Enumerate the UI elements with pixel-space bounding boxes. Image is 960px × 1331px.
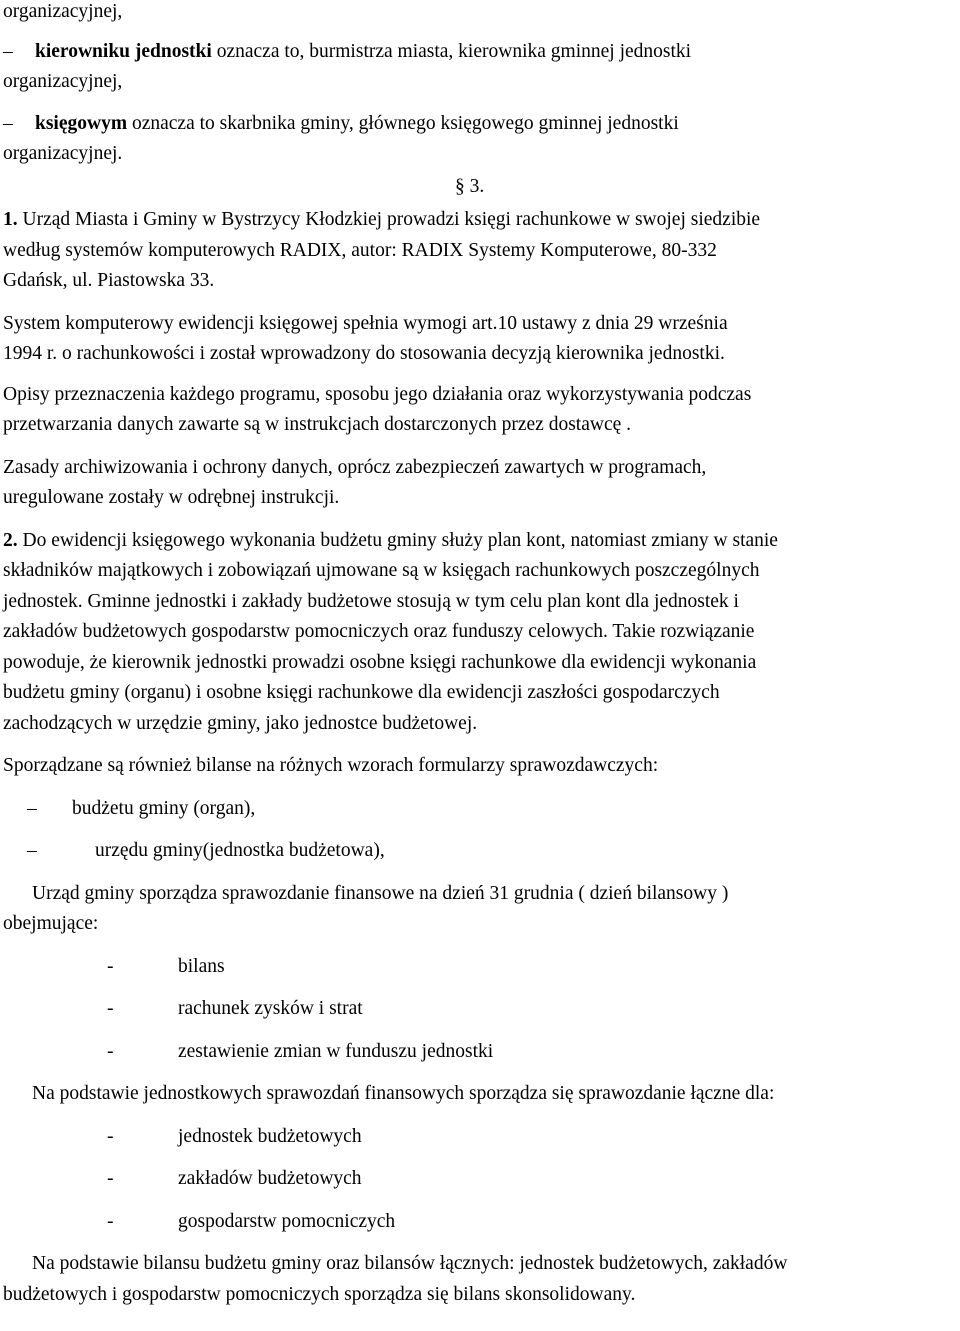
dash-symbol: - bbox=[107, 1040, 114, 1062]
paragraph-line bbox=[3, 205, 958, 236]
paragraph-line: obejmujące: bbox=[3, 913, 99, 934]
list-item-text: jednostek budżetowych bbox=[178, 1125, 362, 1147]
definition-term: księgowym bbox=[35, 112, 128, 134]
paragraph-line: jednostek. Gminne jednostki i zakłady budżetowe stosują w tym celu plan kont dla jednostek i bbox=[3, 590, 739, 612]
paragraph-system bbox=[3, 309, 958, 370]
definition-continuation: organizacyjnej. bbox=[3, 143, 123, 164]
paragraph-bilanse: Sporządzane są również bilanse na różnych wzorach formularzy sprawozdawczych: bbox=[3, 755, 659, 776]
list-item bbox=[3, 952, 958, 983]
paragraph-line: uregulowane zostały w odrębnej instrukcji. bbox=[3, 487, 340, 508]
paragraph-line: składników majątkowych i zobowiązań ujmowane są w księgach rachunkowych poszczególnych bbox=[3, 560, 760, 581]
definition-ksiegowy bbox=[3, 109, 958, 140]
list-item-text: bilans bbox=[178, 955, 225, 977]
paragraph-line: budżetowych i gospodarstw pomocniczych sporządza się bilans skonsolidowany. bbox=[3, 1283, 636, 1305]
paragraph-number: 1. bbox=[3, 209, 18, 230]
paragraph-line: Gdańsk, ul. Piastowska 33. bbox=[3, 270, 215, 291]
paragraph-urzad bbox=[3, 879, 958, 940]
urzad-list bbox=[3, 952, 958, 1068]
paragraph-laczne: Na podstawie jednostkowych sprawozdań finansowych sporządza się sprawozdanie łączne dla: bbox=[32, 1083, 775, 1104]
definition-text: oznacza to skarbnika gminy, głównego księgowego gminnej jednostki bbox=[127, 112, 679, 134]
list-item bbox=[3, 994, 958, 1025]
list-item-text: budżetu gminy (organ), bbox=[72, 797, 256, 819]
paragraph-line bbox=[3, 526, 958, 557]
definition-text: oznacza to, burmistrza miasta, kierownika gminnej jednostki bbox=[211, 40, 692, 62]
dash-symbol: - bbox=[107, 1125, 114, 1147]
dash-symbol: - bbox=[107, 1168, 114, 1189]
list-item bbox=[3, 1164, 958, 1195]
list-item-text: gospodarstw pomocniczych bbox=[178, 1210, 396, 1232]
paragraph-line: według systemów komputerowych RADIX, autor: RADIX Systemy Komputerowe, 80-332 bbox=[3, 239, 717, 261]
paragraph-line: budżetu gminy (organu) i osobne księgi rachunkowe dla ewidencji zaszłości gospodarczych bbox=[3, 682, 720, 703]
dash-symbol: - bbox=[107, 1210, 114, 1232]
laczne-list bbox=[3, 1122, 958, 1238]
paragraph-text: Urząd Miasta i Gminy w Bystrzycy Kłodzkiej prowadzi księgi rachunkowe w swojej siedzibie bbox=[17, 209, 761, 230]
paragraph-line: Zasady archiwizowania i ochrony danych, oprócz zabezpieczeń zawartych w programach, bbox=[3, 456, 707, 478]
list-item-text: zestawienie zmian w funduszu jednostki bbox=[178, 1040, 494, 1062]
paragraph-1 bbox=[3, 205, 958, 297]
section-title: § 3. bbox=[455, 175, 485, 197]
paragraph-final bbox=[3, 1249, 958, 1310]
paragraph-line: przetwarzania danych zawarte są w instrukcjach dostarczonych przez dostawcę . bbox=[3, 414, 632, 435]
list-item bbox=[3, 1207, 958, 1238]
paragraph-zasady bbox=[3, 453, 958, 514]
dash-symbol: – bbox=[27, 797, 37, 819]
top-fragment: organizacyjnej, bbox=[3, 1, 123, 22]
list-item-text: zakładów budżetowych bbox=[178, 1168, 362, 1189]
list-item bbox=[3, 1122, 958, 1153]
dash-symbol: – bbox=[27, 840, 37, 861]
paragraph-number: 2. bbox=[3, 529, 18, 551]
paragraph-line: zachodzących w urzędzie gminy, jako jednostce budżetowej. bbox=[3, 712, 478, 734]
paragraph-opisy bbox=[3, 380, 958, 441]
dash-symbol: – bbox=[3, 112, 13, 134]
document-page bbox=[3, 0, 958, 1310]
list-item bbox=[3, 836, 958, 867]
paragraph-line: System komputerowy ewidencji księgowej spełnia wymogi art.10 ustawy z dnia 29 września bbox=[3, 312, 728, 334]
list-item bbox=[3, 1037, 958, 1068]
paragraph-line: 1994 r. o rachunkowości i został wprowadzony do stosowania decyzją kierownika jednostki. bbox=[3, 343, 725, 364]
definition-term: kierowniku jednostki bbox=[35, 40, 212, 62]
paragraph-text: Do ewidencji księgowego wykonania budżetu gminy służy plan kont, natomiast zmiany w stanie bbox=[17, 529, 778, 551]
paragraph-line: Na podstawie bilansu budżetu gminy oraz bilansów łącznych: jednostek budżetowych, zakładów bbox=[32, 1253, 788, 1274]
list-item-text: urzędu gminy(jednostka budżetowa), bbox=[95, 840, 385, 861]
bilanse-list bbox=[3, 794, 958, 867]
list-item-text: rachunek zysków i strat bbox=[178, 998, 363, 1019]
definition-continuation: organizacyjnej, bbox=[3, 71, 123, 92]
dash-symbol: – bbox=[3, 40, 13, 62]
paragraph-line: Urząd gminy sporządza sprawozdanie finansowe na dzień 31 grudnia ( dzień bilansowy ) bbox=[32, 882, 729, 904]
dash-symbol: - bbox=[107, 998, 114, 1019]
paragraph-line: zakładów budżetowych gospodarstw pomocniczych oraz funduszy celowych. Takie rozwiązanie bbox=[3, 621, 755, 642]
dash-symbol: - bbox=[107, 955, 114, 977]
paragraph-line: Opisy przeznaczenia każdego programu, sposobu jego działania oraz wykorzystywania podczas bbox=[3, 383, 752, 405]
list-item bbox=[3, 794, 958, 825]
definition-kierownik bbox=[3, 37, 958, 68]
paragraph-2 bbox=[3, 526, 958, 740]
paragraph-line: powoduje, że kierownik jednostki prowadzi osobne księgi rachunkowe dla ewidencji wykonania bbox=[3, 651, 757, 673]
